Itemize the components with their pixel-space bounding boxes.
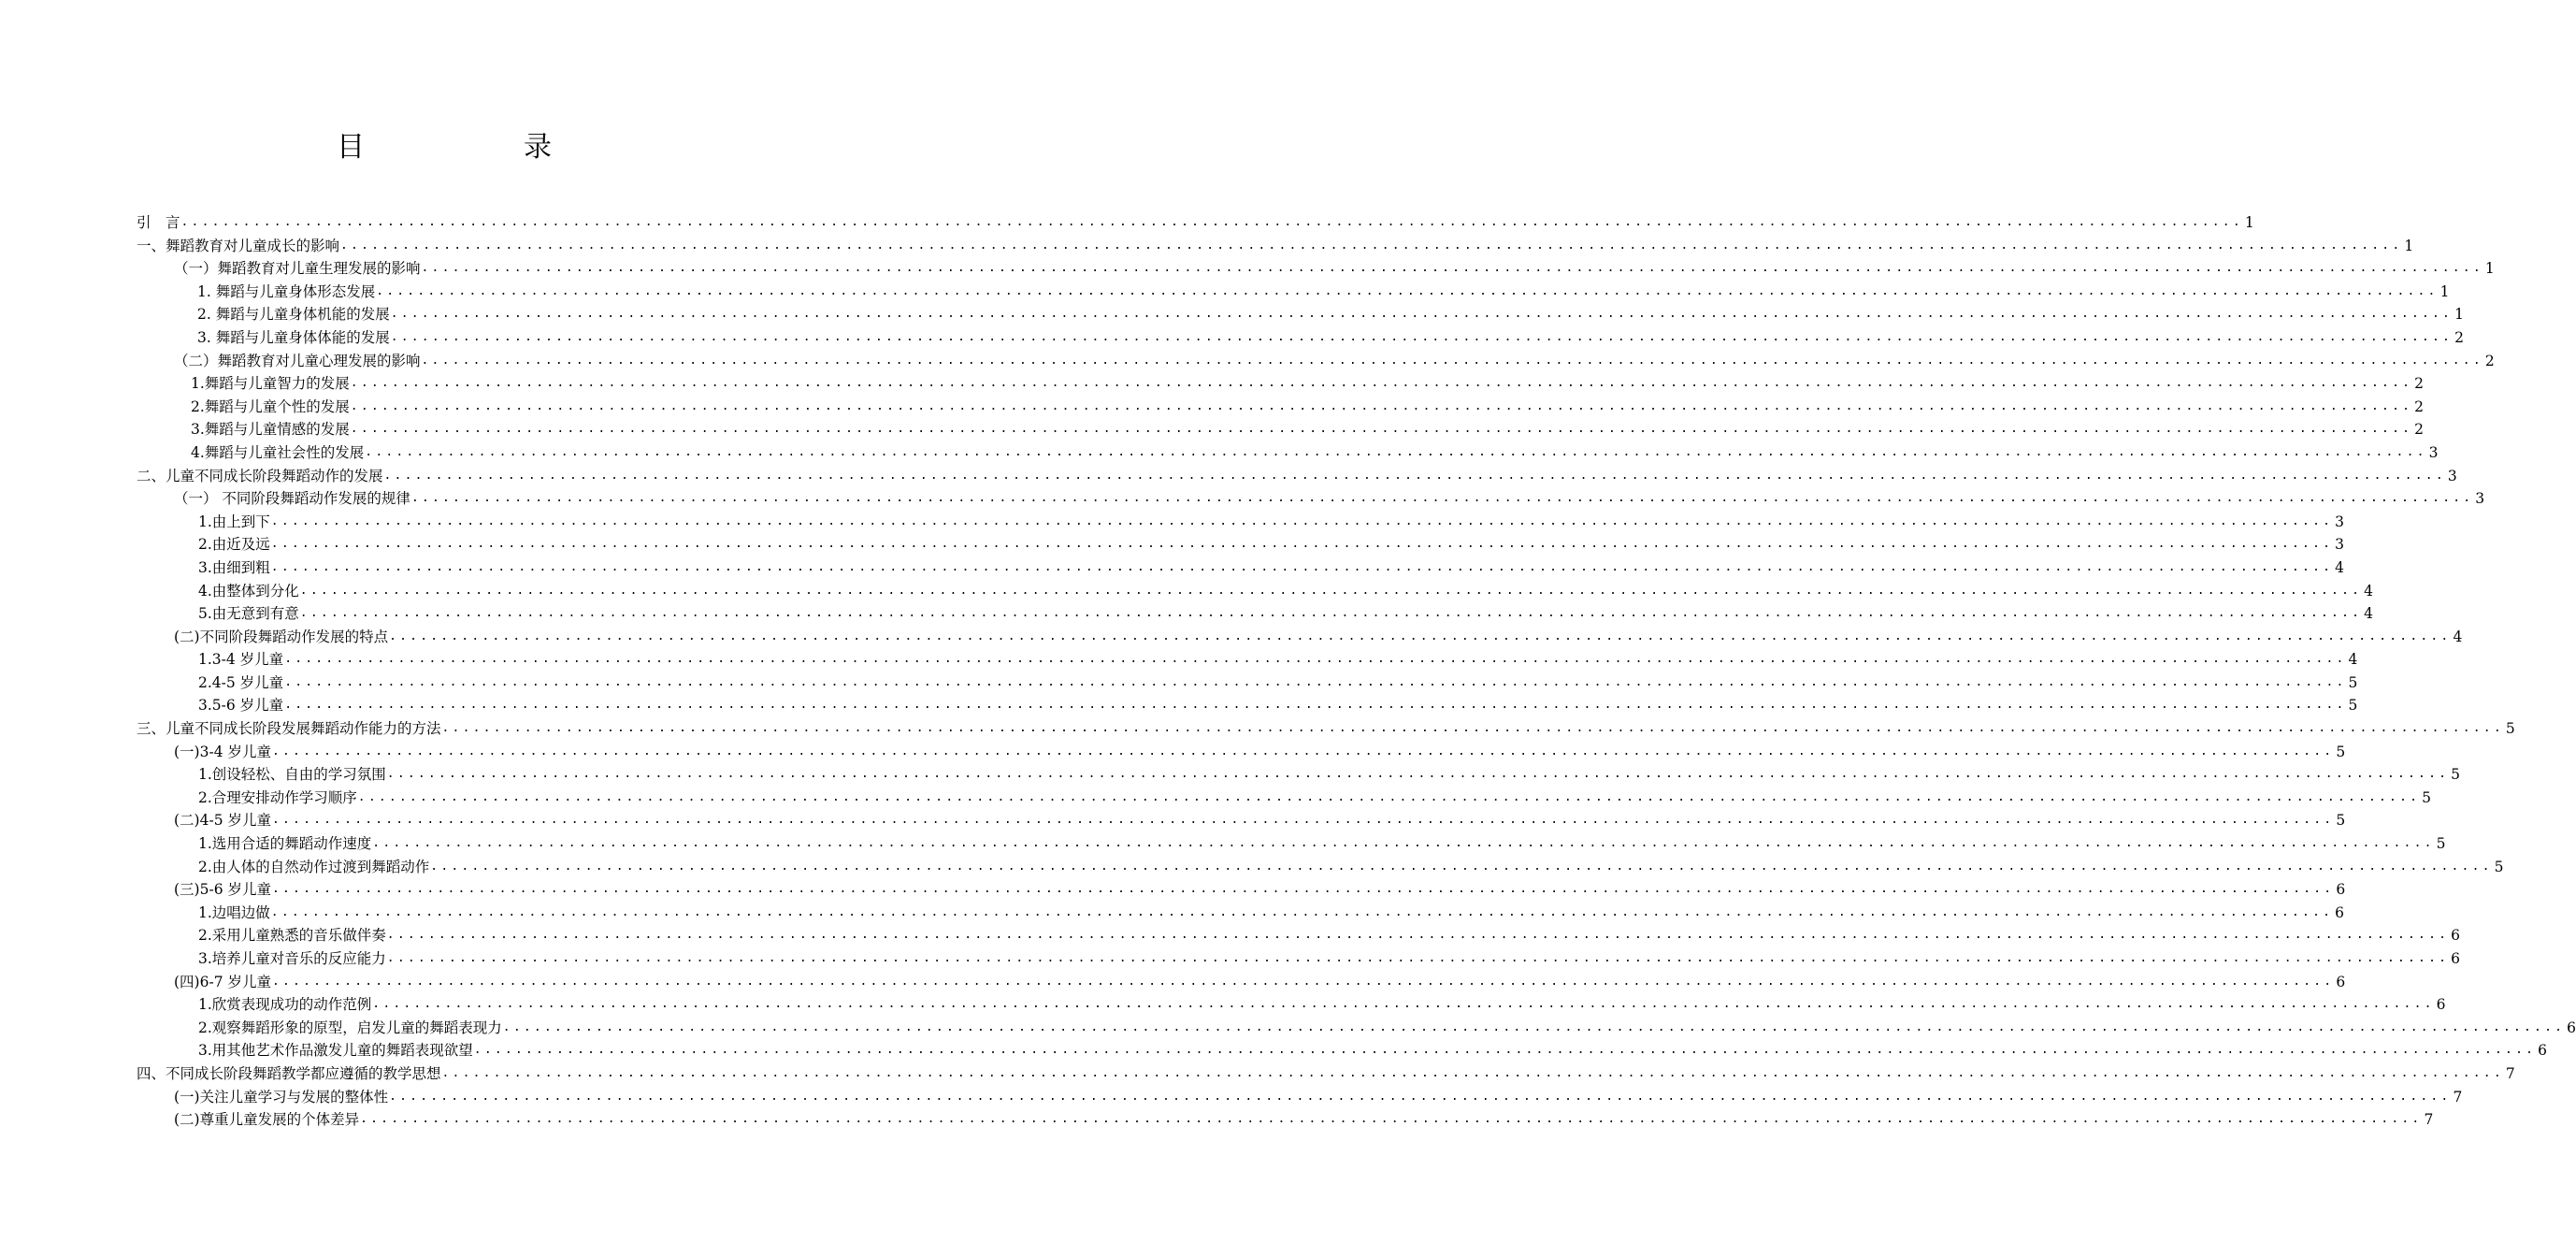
toc-entry[interactable] [137,441,2439,465]
toc-leader-dots: ........................................................................................................................................................................................................ [421,353,2483,368]
toc-entry[interactable] [137,1086,2463,1109]
toc-entry-label: (二)尊重儿童发展的个体差异 [174,1111,360,1129]
toc-leader-dots: ........................................................................................................................................................................................................ [360,1112,2423,1127]
toc-leader-dots: ........................................................................................................................................................................................................ [502,1019,2566,1034]
toc-leader-dots: ........................................................................................................................................................................................................ [270,904,2334,919]
toc-entry-page-number: 5 [2494,858,2504,875]
toc-entry-label: （一）舞蹈教育对儿童生理发展的影响 [174,260,421,278]
toc-entry[interactable] [137,465,2457,488]
toc-entry-page-number: 6 [2451,927,2461,945]
toc-entry-label: (三)5-6 岁儿童 [174,881,271,899]
page-title: 目 录 [337,131,617,164]
toc-entry-label: 1.欣赏表现成功的动作范例 [198,996,372,1014]
toc-leader-dots: ........................................................................................................................................................................................................ [389,628,2452,643]
toc-entry-page-number: 6 [2567,1019,2576,1036]
toc-leader-dots: ........................................................................................................................................................................................................ [284,652,2347,667]
toc-leader-dots: ........................................................................................................................................................................................................ [271,813,2335,828]
toc-entry-label: 1.由上到下 [198,513,270,530]
toc-entry-page-number: 6 [2451,950,2461,967]
toc-entry[interactable] [137,787,2432,810]
toc-entry[interactable] [137,717,2515,741]
toc-entry-label: 1.创设轻松、自由的学习氛围 [198,766,386,784]
toc-entry-label: (一)关注儿童学习与发展的整体性 [174,1088,389,1105]
toc-entry-page-number: 1 [2404,237,2414,254]
toc-entry-page-number: 5 [2436,835,2446,853]
toc-entry[interactable] [137,602,2374,626]
toc-entry[interactable] [137,235,2414,258]
toc-leader-dots: ........................................................................................................................................................................................................ [271,882,2335,897]
toc-entry-label: 2.采用儿童熟悉的音乐做伴奏 [198,927,386,945]
toc-leader-dots: ........................................................................................................................................................................................................ [284,698,2347,713]
toc-entry-label: 3.5-6 岁儿童 [198,697,284,715]
toc-leader-dots: ........................................................................................................................................................................................................ [357,789,2421,804]
toc-leader-dots: ........................................................................................................................................................................................................ [350,376,2413,391]
toc-entry-label: 引 言 [137,214,180,231]
toc-entry-label: (一)3-4 岁儿童 [174,743,271,760]
toc-entry[interactable] [137,326,2464,350]
toc-entry[interactable] [137,418,2425,441]
toc-entry-page-number: 2 [2484,352,2495,369]
toc-entry-page-number: 6 [2336,881,2346,899]
toc-entry-page-number: 6 [2336,973,2346,990]
toc-entry[interactable] [137,832,2446,856]
toc-entry-label: (四)6-7 岁儿童 [174,973,271,990]
toc-leader-dots: ........................................................................................................................................................................................................ [376,283,2439,298]
toc-entry-page-number: 4 [2348,651,2358,669]
toc-entry[interactable] [137,856,2504,879]
toc-entry-label: 2.由人体的自然动作过渡到舞蹈动作 [198,858,430,875]
toc-entry[interactable] [137,741,2346,764]
toc-entry[interactable] [137,648,2358,672]
toc-leader-dots: ........................................................................................................................................................................................................ [410,491,2474,506]
toc-entry[interactable] [137,993,2446,1017]
toc-entry[interactable] [137,487,2485,511]
toc-leader-dots: ........................................................................................................................................................................................................ [389,1089,2452,1104]
toc-leader-dots: ........................................................................................................................................................................................................ [270,537,2334,552]
toc-leader-dots: ........................................................................................................................................................................................................ [390,307,2454,322]
toc-entry[interactable] [137,1017,2576,1040]
toc-entry-label: 3.用其他艺术作品激发儿童的舞蹈表现欲望 [198,1042,473,1060]
toc-entry-label: 2. 舞蹈与儿童身体机能的发展 [197,306,390,324]
toc-entry[interactable] [137,533,2345,556]
toc-entry[interactable] [137,971,2346,994]
toc-leader-dots: ........................................................................................................................................................................................................ [473,1043,2537,1058]
toc-entry-label: 二、儿童不同成长阶段舞蹈动作的发展 [137,467,383,484]
toc-entry-label: 三、儿童不同成长阶段发展舞蹈动作能力的方法 [137,720,441,738]
toc-entry-label: 4.舞蹈与儿童社会性的发展 [191,443,365,461]
toc-entry-label: 3.培养儿童对音乐的反应能力 [198,950,386,967]
toc-leader-dots: ........................................................................................................................................................................................................ [284,674,2347,689]
toc-entry-label: （二）舞蹈教育对儿童心理发展的影响 [174,352,421,369]
toc-entry-page-number: 5 [2336,743,2346,760]
toc-entry-page-number: 5 [2348,673,2358,691]
toc-entry[interactable] [137,902,2345,925]
toc-entry-label: 3.由细到粗 [198,558,270,576]
toc-entry-label: 3. 舞蹈与儿童身体体能的发展 [197,328,390,346]
toc-leader-dots: ........................................................................................................................................................................................................ [386,767,2450,782]
toc-entry-page-number: 5 [2505,720,2515,738]
toc-leader-dots: ........................................................................................................................................................................................................ [271,974,2335,989]
toc-entry-label: 5.由无意到有意 [198,605,299,623]
toc-entry-label: 4.由整体到分化 [198,582,299,600]
toc-entry-label: 3.舞蹈与儿童情感的发展 [191,421,350,439]
toc-entry-label: 1.选用合适的舞蹈动作速度 [198,835,372,853]
toc-entry[interactable] [137,511,2345,534]
toc-leader-dots: ........................................................................................................................................................................................................ [441,721,2504,736]
toc-leader-dots: ........................................................................................................................................................................................................ [180,215,2243,229]
toc-entry-page-number: 3 [2447,467,2457,484]
toc-entry[interactable] [137,1039,2548,1062]
toc-entry-page-number: 1 [2439,282,2450,300]
toc-entry-page-number: 4 [2364,605,2374,623]
toc-entry[interactable] [137,303,2464,326]
toc-entry-label: 1.舞蹈与儿童智力的发展 [191,375,350,393]
toc-entry-label: 2.合理安排动作学习顺序 [198,788,357,806]
toc-entry[interactable] [137,1062,2515,1086]
toc-leader-dots: ........................................................................................................................................................................................................ [421,261,2483,276]
toc-entry-label: 1.边唱边做 [198,903,270,921]
toc-entry-page-number: 7 [2505,1064,2515,1082]
toc-leader-dots: ........................................................................................................................................................................................................ [372,836,2435,851]
toc-entry[interactable] [137,350,2495,373]
toc-entry[interactable] [137,396,2425,419]
table-of-contents [137,211,2576,1132]
toc-leader-dots: ........................................................................................................................................................................................................ [441,1065,2504,1080]
toc-entry-page-number: 4 [2364,582,2374,600]
toc-entry[interactable] [137,1108,2434,1132]
toc-entry-page-number: 3 [2428,443,2439,461]
toc-entry-label: 四、不同成长阶段舞蹈教学都应遵循的教学思想 [137,1064,441,1082]
toc-entry-page-number: 5 [2336,812,2346,830]
toc-entry[interactable] [137,809,2346,832]
toc-entry[interactable] [137,924,2461,947]
toc-entry[interactable] [137,878,2346,902]
toc-entry[interactable] [137,257,2495,281]
toc-entry-page-number: 6 [2538,1042,2548,1060]
toc-entry[interactable] [137,626,2463,649]
toc-entry-label: 2.由近及远 [198,536,270,554]
toc-leader-dots: ........................................................................................................................................................................................................ [372,997,2435,1012]
toc-leader-dots: ........................................................................................................................................................................................................ [270,513,2334,528]
toc-leader-dots: ........................................................................................................................................................................................................ [386,928,2450,943]
toc-entry-label: 1. 舞蹈与儿童身体形态发展 [197,282,376,300]
toc-entry-page-number: 5 [2451,766,2461,784]
toc-entry-page-number: 5 [2348,697,2358,715]
toc-entry-label: (二)4-5 岁儿童 [174,812,271,830]
toc-entry[interactable] [137,211,2254,235]
toc-entry-page-number: 1 [2484,260,2495,278]
toc-entry-page-number: 4 [2335,558,2345,576]
toc-entry-label: （一） 不同阶段舞蹈动作发展的规律 [174,490,410,508]
toc-entry-label: 2.舞蹈与儿童个性的发展 [191,397,350,415]
toc-entry-page-number: 3 [2335,536,2345,554]
toc-leader-dots: ........................................................................................................................................................................................................ [340,238,2403,253]
toc-entry-label: 一、舞蹈教育对儿童成长的影响 [137,237,340,254]
toc-entry-label: 2.观察舞蹈形象的原型，启发儿童的舞蹈表现力 [198,1019,502,1036]
toc-entry[interactable] [137,281,2450,304]
toc-entry-page-number: 1 [2454,306,2464,324]
toc-leader-dots: ........................................................................................................................................................................................................ [390,329,2454,344]
toc-entry-page-number: 5 [2422,788,2432,806]
toc-entry-label: 1.3-4 岁儿童 [198,651,284,669]
toc-entry-label: (二)不同阶段舞蹈动作发展的特点 [174,628,389,645]
toc-entry-page-number: 2 [2414,421,2425,439]
toc-entry-label: 2.4-5 岁儿童 [198,673,284,691]
toc-leader-dots: ........................................................................................................................................................................................................ [383,468,2446,483]
toc-leader-dots: ........................................................................................................................................................................................................ [430,859,2493,874]
toc-entry-page-number: 4 [2453,628,2463,645]
toc-entry[interactable] [137,556,2345,580]
toc-entry[interactable] [137,694,2358,717]
toc-leader-dots: ........................................................................................................................................................................................................ [270,559,2334,574]
toc-entry[interactable] [137,947,2461,971]
toc-entry-page-number: 7 [2424,1111,2434,1129]
toc-entry-page-number: 2 [2414,375,2425,393]
toc-leader-dots: ........................................................................................................................................................................................................ [386,951,2450,965]
toc-entry[interactable] [137,672,2358,695]
toc-leader-dots: ........................................................................................................................................................................................................ [299,606,2363,621]
toc-entry-page-number: 2 [2454,328,2464,346]
toc-entry-page-number: 3 [2475,490,2485,508]
toc-entry[interactable] [137,763,2461,787]
toc-entry-page-number: 2 [2414,397,2425,415]
toc-entry[interactable] [137,372,2425,396]
toc-leader-dots: ........................................................................................................................................................................................................ [365,444,2427,459]
toc-entry-page-number: 6 [2436,996,2446,1014]
toc-leader-dots: ........................................................................................................................................................................................................ [350,398,2413,413]
toc-entry-page-number: 7 [2453,1088,2463,1105]
toc-entry-page-number: 1 [2244,214,2254,231]
toc-leader-dots: ........................................................................................................................................................................................................ [299,583,2363,598]
toc-leader-dots: ........................................................................................................................................................................................................ [271,744,2335,759]
toc-entry-page-number: 3 [2335,513,2345,530]
toc-leader-dots: ........................................................................................................................................................................................................ [350,422,2413,437]
toc-entry[interactable] [137,580,2374,603]
toc-entry-page-number: 6 [2335,903,2345,921]
